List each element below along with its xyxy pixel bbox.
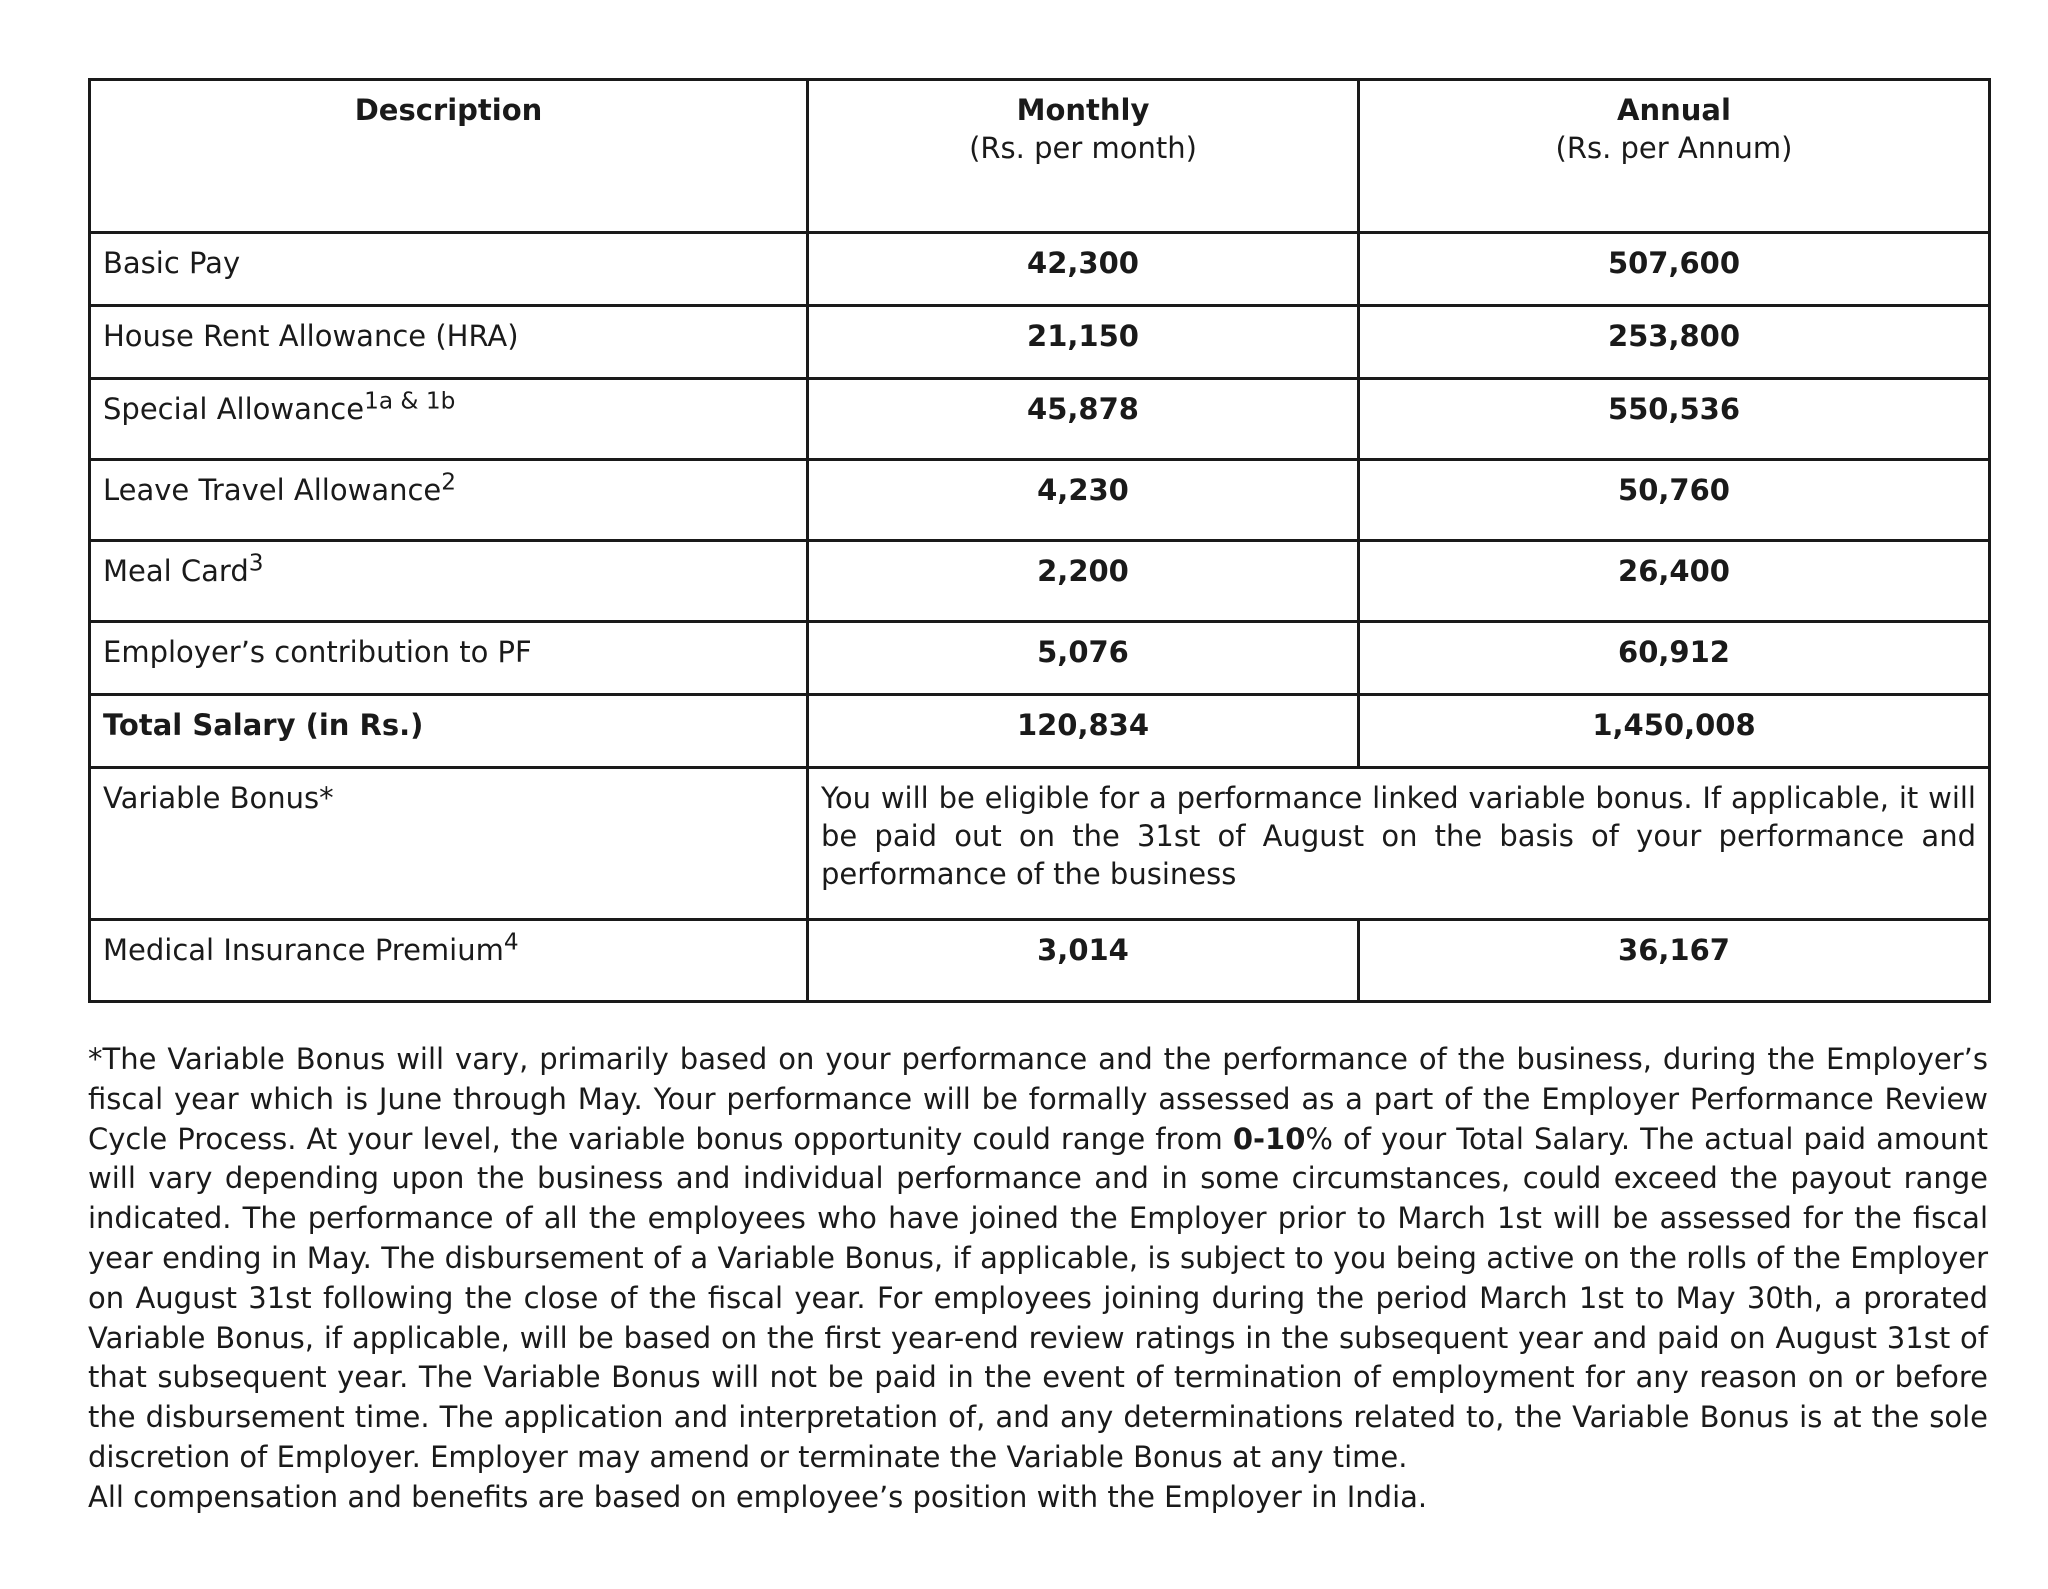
header-annual-subtitle: (Rs. per Annum) — [1555, 131, 1793, 165]
table-row — [90, 233, 1990, 306]
footnote-marker: 3 — [248, 549, 264, 577]
header-annual — [1359, 80, 1990, 233]
variable-bonus-label: Variable Bonus* — [90, 768, 808, 920]
row-label-text: Employer’s contribution to PF — [103, 635, 532, 669]
row-annual-value: 550,536 — [1359, 379, 1990, 460]
row-monthly-value: 45,878 — [808, 379, 1359, 460]
footnote-marker: 2 — [441, 468, 457, 496]
row-annual-value: 50,760 — [1359, 460, 1990, 541]
total-annual-value: 1,450,008 — [1359, 695, 1990, 768]
medical-insurance-row — [90, 920, 1990, 1002]
header-monthly-subtitle: (Rs. per month) — [969, 131, 1197, 165]
header-description — [90, 80, 808, 233]
variable-bonus-row — [90, 768, 1990, 920]
row-label-text: Basic Pay — [103, 246, 241, 280]
medical-monthly-value: 3,014 — [808, 920, 1359, 1002]
table-row — [90, 379, 1990, 460]
row-monthly-value: 42,300 — [808, 233, 1359, 306]
row-label — [90, 622, 808, 695]
row-annual-value: 253,800 — [1359, 306, 1990, 379]
medical-annual-value: 36,167 — [1359, 920, 1990, 1002]
row-monthly-value: 5,076 — [808, 622, 1359, 695]
variable-bonus-description: You will be eligible for a performance linked variable bonus. If applicable, it will be paid out on the 31st of August on the basis of your performance and performance of the business — [808, 768, 1990, 920]
row-label-text: Meal Card — [103, 554, 249, 588]
row-label — [90, 233, 808, 306]
table-row — [90, 306, 1990, 379]
row-label-text: House Rent Allowance (HRA) — [103, 319, 519, 353]
salary-table — [88, 78, 1991, 1003]
table-row — [90, 460, 1990, 541]
variable-bonus-note — [88, 1040, 1988, 1478]
bonus-range: 0-10 — [1232, 1121, 1306, 1156]
row-annual-value: 507,600 — [1359, 233, 1990, 306]
row-label — [90, 460, 808, 541]
row-annual-value: 60,912 — [1359, 622, 1990, 695]
row-monthly-value: 2,200 — [808, 541, 1359, 622]
footnote-marker: 1a & 1b — [364, 387, 456, 415]
total-salary-label: Total Salary (in Rs.) — [90, 695, 808, 768]
header-monthly-title: Monthly — [1016, 93, 1150, 127]
medical-insurance-label — [90, 920, 808, 1002]
variable-bonus-note-text: *The Variable Bonus will vary, primarily based on your performance and the performance of the business, during the Employer’s fiscal year which is June through May. Your performance will be formally assessed as a part of the Employer Performance Review Cycle Process. At your level, the variable bonus opportunity could range from — [88, 1042, 1988, 1156]
variable-bonus-note-text-continued: % of your Total Salary. The actual paid amount will vary depending upon the business and individual performance and in some circumstances, could exceed the payout range indicated. The performance of all the employees who have joined the Employer prior to March 1st will be assessed for the fiscal year ending in May. The disbursement of a Variable Bonus, if applicable, is subject to you being active on the rolls of the Employer on August 31st following the close of the fiscal year. For employees joining during the period March 1st to May 30th, a prorated Variable Bonus, if applicable, will be based on the first year-end review ratings in the subsequent year and paid on August 31st of that subsequent year. The Variable Bonus will not be paid in the event of termination of employment for any reason on or before the disbursement time. The application and interpretation of, and any determinations related to, the Variable Bonus is at the sole discretion of Employer. Employer may amend or terminate the Variable Bonus at any time. — [88, 1121, 1989, 1474]
header-description-label: Description — [354, 93, 543, 127]
row-monthly-value: 21,150 — [808, 306, 1359, 379]
row-monthly-value: 4,230 — [808, 460, 1359, 541]
total-monthly-value: 120,834 — [808, 695, 1359, 768]
medical-insurance-label-text: Medical Insurance Premium — [103, 933, 504, 967]
total-salary-row — [90, 695, 1990, 768]
row-annual-value: 26,400 — [1359, 541, 1990, 622]
notes-section — [88, 1040, 1988, 1518]
table-header-row — [90, 80, 1990, 233]
india-note: All compensation and benefits are based on employee’s position with the Employer in India. — [88, 1479, 1428, 1514]
footnote-marker: 4 — [503, 928, 519, 956]
row-label-text: Leave Travel Allowance — [103, 473, 442, 507]
row-label — [90, 306, 808, 379]
table-row — [90, 622, 1990, 695]
row-label — [90, 541, 808, 622]
header-monthly — [808, 80, 1359, 233]
row-label-text: Special Allowance — [103, 392, 365, 426]
header-annual-title: Annual — [1617, 93, 1731, 127]
table-row — [90, 541, 1990, 622]
row-label — [90, 379, 808, 460]
